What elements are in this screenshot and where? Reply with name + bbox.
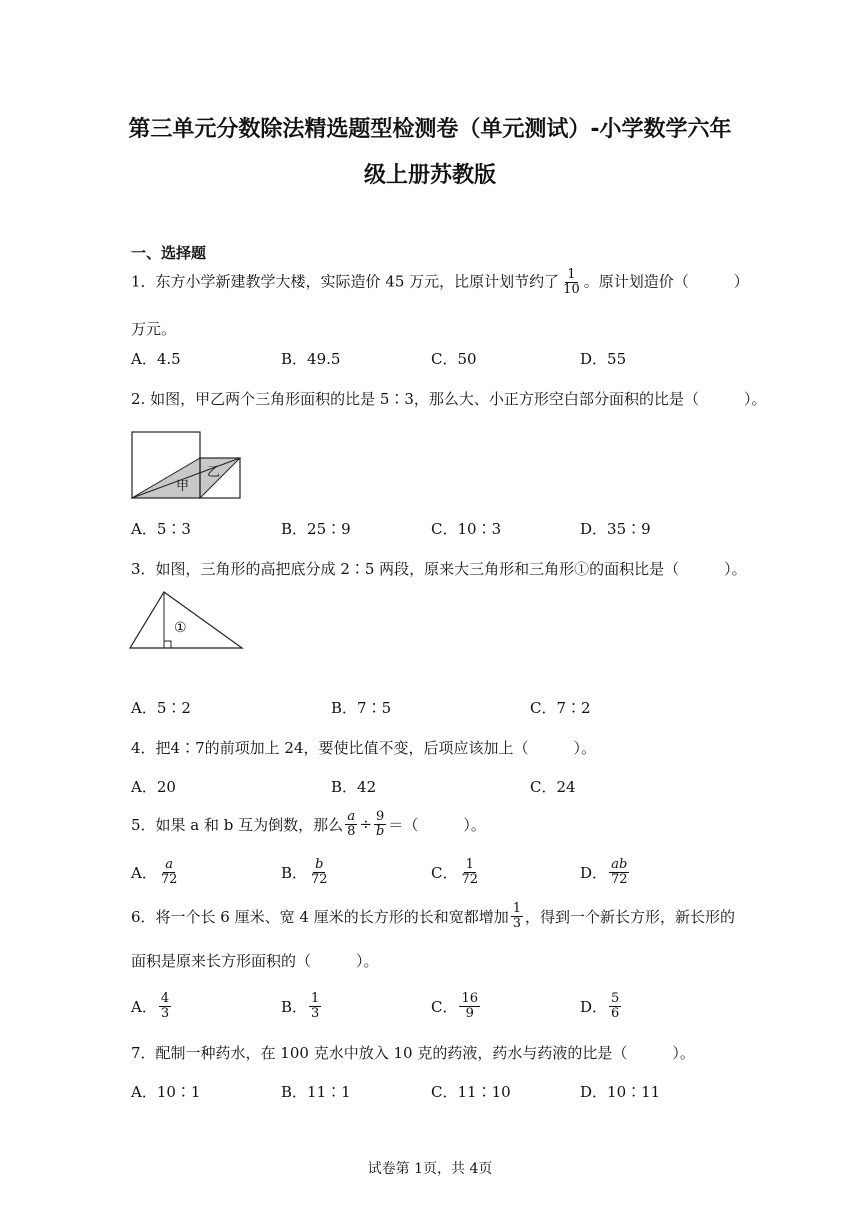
division-sign: ÷ [359, 815, 373, 833]
question-1-text-c: 万元。 [131, 320, 177, 338]
question-2-figure [130, 430, 242, 500]
question-6-text-c: 面积是原来长方形面积的（ ）。 [131, 952, 379, 970]
q5-option-d[interactable]: D． $\frac{ab}{72}$ [580, 856, 628, 887]
q7-option-b[interactable]: B．11∶1 [281, 1082, 351, 1101]
question-3-options [0, 687, 860, 727]
q6-fraction: $\frac{1}{3}$ [512, 900, 521, 931]
q5-fraction-2: $\frac{9}{b}$ [376, 808, 385, 839]
q2-option-b[interactable]: B．25∶9 [281, 519, 351, 538]
q2-option-a[interactable]: A．5∶3 [131, 519, 191, 538]
question-3-text: 3．如图，三角形的高把底分成 2∶5 两段，原来大三角形和三角形①的面积比是（ ）。 [131, 560, 747, 578]
q5-option-c[interactable]: C． $\frac{1}{72}$ [431, 856, 479, 887]
q2-option-c[interactable]: C．10∶3 [431, 519, 502, 538]
q1-option-c[interactable]: C．50 [431, 349, 477, 368]
triangle-jia [132, 458, 200, 498]
q1-option-d[interactable]: D．55 [580, 349, 627, 368]
q7-option-c[interactable]: C．11∶10 [431, 1082, 511, 1101]
question-6-text-b: ，得到一个新长方形，新长形的 [525, 907, 736, 926]
question-3-figure [128, 588, 246, 652]
q7-option-d[interactable]: D．10∶11 [580, 1082, 661, 1101]
question-5-options [0, 852, 860, 892]
q6-option-c[interactable]: C． $\frac{16}{9}$ [431, 990, 479, 1021]
q5-option-a[interactable]: A． $\frac{a}{72}$ [131, 856, 178, 887]
q6-option-d[interactable]: D． $\frac{5}{6}$ [580, 990, 620, 1021]
question-2-options [0, 508, 860, 548]
q4-option-b[interactable]: B．42 [331, 777, 377, 796]
question-1 [131, 268, 749, 297]
q5-option-b[interactable]: B． $\frac{b}{72}$ [281, 856, 328, 887]
question-1-options [0, 338, 860, 378]
question-5-text-b: ＝（ ）。 [388, 815, 486, 834]
question-6-text-a: 6．将一个长 6 厘米、宽 4 厘米的长方形的长和宽都增加 [131, 907, 509, 926]
question-1-text-a: 1．东方小学新建教学大楼，实际造价 45 万元，比原计划节约了 [131, 272, 560, 291]
question-4-text: 4．把4∶7的前项加上 24，要使比值不变，后项应该加上（ ）。 [131, 739, 596, 757]
question-5-text-a: 5．如果 a 和 b 互为倒数，那么 [131, 815, 344, 834]
page-footer: 试卷第 1页，共 4页 [367, 1161, 493, 1177]
section-heading: 一、选择题 [131, 244, 207, 262]
question-6-options [0, 986, 860, 1026]
q5-fraction-1: $\frac{a}{8}$ [347, 808, 356, 839]
question-5 [131, 806, 486, 842]
q1-option-a[interactable]: A．4.5 [131, 349, 181, 368]
right-angle-mark [164, 641, 171, 648]
page-title-line2: 级上册苏教版 [363, 163, 496, 188]
question-4-options [0, 766, 860, 806]
question-1-fraction: $\frac{1}{10}$ [563, 267, 580, 297]
question-2-text: 2. 如图，甲乙两个三角形面积的比是 5∶3，那么大、小正方形空白部分面积的比是（ ）。 [131, 390, 767, 408]
question-7-options [0, 1071, 860, 1111]
q2-option-d[interactable]: D．35∶9 [580, 519, 651, 538]
q3-option-a[interactable]: A．5∶2 [131, 698, 191, 717]
question-1-text-b: 。原计划造价（ ） [583, 272, 749, 291]
question-6 [131, 898, 735, 934]
q4-option-c[interactable]: C．24 [530, 777, 576, 796]
label-jia: 甲 [176, 479, 190, 494]
q1-option-b[interactable]: B．49.5 [281, 349, 341, 368]
page-title-line1: 第三单元分数除法精选题型检测卷（单元测试）-小学数学六年 [128, 117, 732, 142]
question-7-text: 7．配制一种药水，在 100 克水中放入 10 克的药液，药水与药液的比是（ ）。 [131, 1044, 695, 1062]
label-circle-one: ① [174, 620, 187, 636]
q3-option-b[interactable]: B．7∶5 [331, 698, 392, 717]
label-yi: 乙 [207, 465, 221, 480]
q6-option-a[interactable]: A． $\frac{4}{3}$ [131, 990, 170, 1021]
q7-option-a[interactable]: A．10∶1 [131, 1082, 201, 1101]
q3-option-c[interactable]: C．7∶2 [530, 698, 591, 717]
q4-option-a[interactable]: A．20 [131, 777, 176, 796]
q6-option-b[interactable]: B． $\frac{1}{3}$ [281, 990, 320, 1021]
